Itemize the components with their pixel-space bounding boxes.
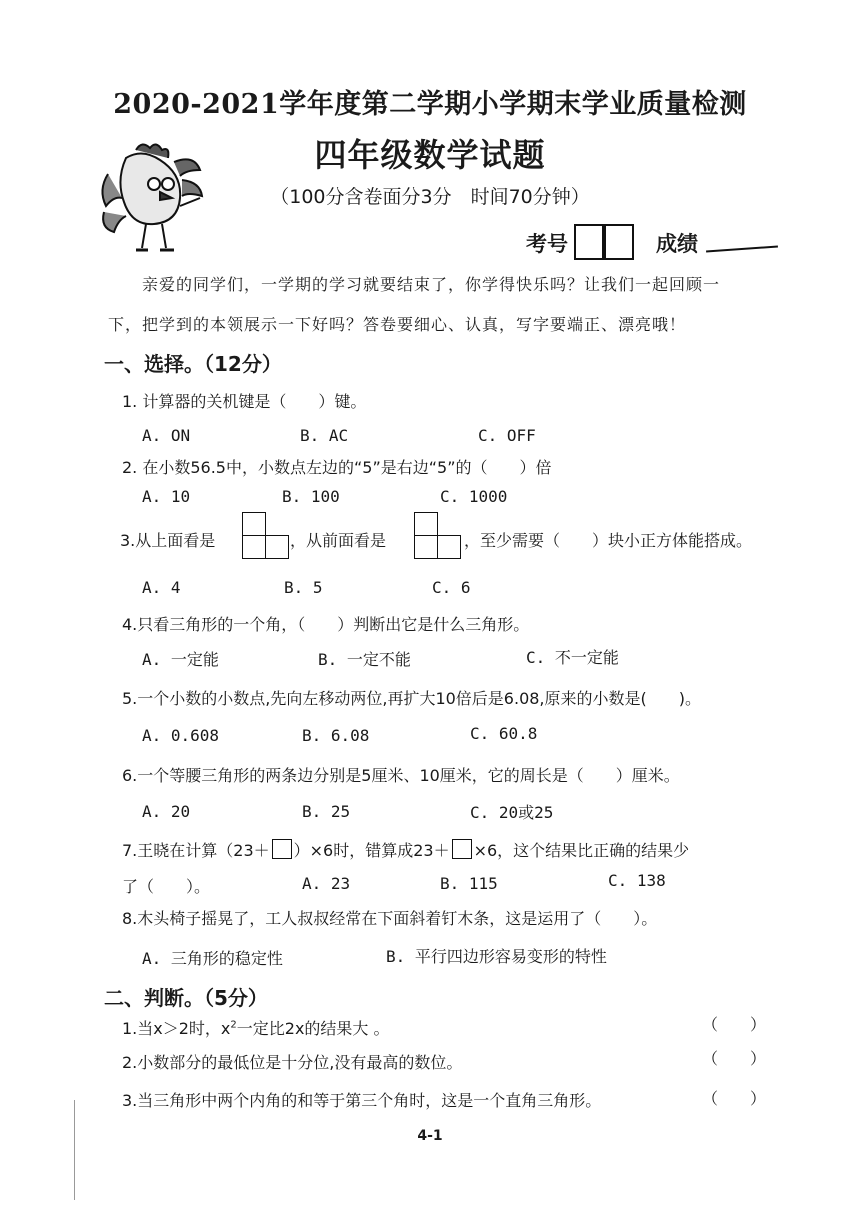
scan-margin-line	[74, 1100, 75, 1200]
intro-line-1: 亲爱的同学们，一学期的学习就要结束了，你学得快乐吗？让我们一起回顾一	[142, 275, 721, 294]
q1-7-blank-box-1[interactable]	[272, 839, 292, 859]
q1-3-option-b[interactable]: B. 5	[284, 578, 323, 597]
section-1-heading: 一、选择。（12分）	[104, 352, 282, 376]
grade-blank-line[interactable]	[706, 245, 778, 252]
q1-3-text-part2: ，从前面看是	[290, 531, 387, 550]
exam-subtitle: 四年级数学试题	[314, 136, 546, 174]
q1-8-text: 8.木头椅子摇晃了，工人叔叔经常在下面斜着钉木条，这是运用了（ ）。	[122, 909, 658, 928]
q1-5-option-c[interactable]: C. 60.8	[470, 724, 538, 743]
q1-2-option-a[interactable]: A. 10	[142, 487, 191, 506]
grade-label: 成绩	[656, 232, 698, 256]
q1-5-text: 5.一个小数的小数点,先向左移动两位,再扩大10倍后是6.08,原来的小数是( )。	[122, 689, 701, 708]
q1-5-option-b[interactable]: B. 6.08	[302, 726, 370, 745]
q1-6-option-c[interactable]: C. 20或25	[470, 803, 554, 822]
score-time-note: （100分含卷面分3分 时间70分钟）	[270, 186, 590, 208]
q1-7-text-part2: ）×6时，错算成23＋	[293, 841, 450, 860]
exam-number-label: 考号	[526, 232, 568, 256]
q1-7-option-a[interactable]: A. 23	[302, 874, 351, 893]
q1-1-text: 1. 计算器的关机键是（ ）键。	[122, 392, 367, 411]
q2-1-text-part1: 1.当x＞2时，x	[122, 1019, 231, 1038]
q1-2-option-b[interactable]: B. 100	[282, 487, 340, 506]
intro-line-2: 下，把学到的本领展示一下好吗？答卷要细心、认真，写字要端正、漂亮哦！	[108, 315, 687, 334]
q2-1-answer-bracket[interactable]: （ ）	[702, 1015, 767, 1034]
exam-number-box-1[interactable]	[574, 224, 604, 260]
page-number: 4-1	[417, 1128, 443, 1144]
section-2-heading: 二、判断。（5分）	[104, 986, 268, 1010]
q1-7-option-b[interactable]: B. 115	[440, 874, 498, 893]
q1-6-option-b[interactable]: B. 25	[302, 802, 351, 821]
q1-1-option-b[interactable]: B. AC	[300, 426, 349, 445]
q1-7-line1	[122, 838, 689, 861]
q2-2-text: 2.小数部分的最低位是十分位,没有最高的数位。	[122, 1053, 463, 1072]
q1-7-text-part3: ×6，这个结果比正确的结果少	[473, 841, 690, 860]
exam-number-box-2[interactable]	[604, 224, 634, 260]
q2-1-exponent: 2	[230, 1019, 237, 1031]
q1-3-option-c[interactable]: C. 6	[432, 578, 471, 597]
q1-1-option-c[interactable]: C. OFF	[478, 426, 536, 445]
q1-6-option-a[interactable]: A. 20	[142, 802, 191, 821]
q1-5-option-a[interactable]: A. 0.608	[142, 726, 220, 745]
q1-7-text-part4: 了（ ）。	[122, 877, 211, 896]
q1-1-option-a[interactable]: A. ON	[142, 426, 191, 445]
q2-3-text: 3.当三角形中两个内角的和等于第三个角时，这是一个直角三角形。	[122, 1091, 602, 1110]
q1-7-option-c[interactable]: C. 138	[608, 871, 666, 890]
q2-1-text-part2: 一定比2x的结果大 。	[236, 1019, 390, 1038]
q2-2-answer-bracket[interactable]: （ ）	[702, 1049, 767, 1068]
q1-2-text: 2. 在小数56.5中，小数点左边的“5”是右边“5”的（ ）倍	[122, 458, 552, 477]
q1-8-option-a[interactable]: A. 三角形的稳定性	[142, 949, 283, 968]
q1-4-text: 4.只看三角形的一个角，（ ）判断出它是什么三角形。	[122, 615, 530, 634]
q1-7-text-part1: 7.王晓在计算（23＋	[122, 841, 270, 860]
q1-4-option-c[interactable]: C. 不一定能	[526, 648, 619, 667]
q1-2-option-c[interactable]: C. 1000	[440, 487, 508, 506]
q2-3-answer-bracket[interactable]: （ ）	[702, 1089, 767, 1108]
q1-3-text-part1: 3.从上面看是	[120, 531, 216, 550]
q1-6-text: 6.一个等腰三角形的两条边分别是5厘米、10厘米，它的周长是（ ）厘米。	[122, 766, 680, 785]
q1-3-text-part3: ，至少需要（ ）块小正方体能搭成。	[464, 531, 753, 550]
q1-8-option-b[interactable]: B. 平行四边形容易变形的特性	[386, 947, 607, 966]
q1-4-option-b[interactable]: B. 一定不能	[318, 650, 411, 669]
q1-3-option-a[interactable]: A. 4	[142, 578, 181, 597]
q1-7-blank-box-2[interactable]	[452, 839, 472, 859]
exam-title: 2020-2021学年度第二学期小学期末学业质量检测	[113, 89, 747, 120]
q2-1-line	[122, 1016, 390, 1039]
q1-4-option-a[interactable]: A. 一定能	[142, 650, 219, 669]
